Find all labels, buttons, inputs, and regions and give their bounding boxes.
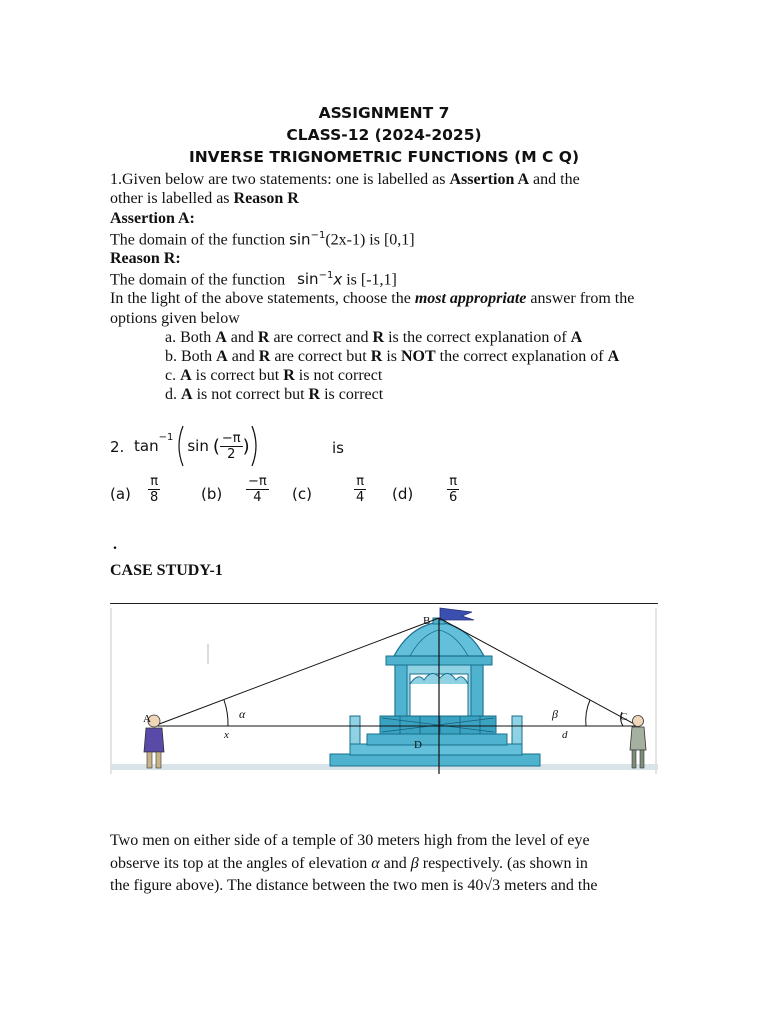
instruction-line1: In the light of the above statements, choose the most appropriate answer from the [110, 290, 635, 307]
label-A: A [143, 713, 151, 725]
side-pillar-right [512, 716, 522, 744]
stray-dot: . [113, 536, 117, 553]
assertion-heading: Assertion A: [110, 210, 195, 227]
choice-d-label: (d) [392, 485, 414, 503]
left-paren-icon [173, 424, 185, 468]
alpha-arc [224, 700, 228, 726]
temple-step-2 [350, 744, 522, 755]
q2-number: 2. [110, 438, 125, 456]
option-a: a. Both A and R are correct and R is the correct explanation of A [165, 329, 583, 346]
q1-line2: other is labelled as Reason R [110, 190, 299, 207]
label-C: C [620, 711, 628, 723]
option-c: c. A is correct but R is not correct [165, 367, 383, 384]
reason-heading: Reason R: [110, 250, 181, 267]
choice-a-label: (a) [110, 485, 131, 503]
class-title: CLASS-12 (2024-2025) [286, 126, 482, 144]
option-d: d. A is not correct but R is correct [165, 386, 384, 403]
instruction-line2: options given below [110, 310, 240, 327]
q2-inner-fraction: $\frac{-\pi}{2}$ [221, 430, 241, 462]
label-d: d [562, 729, 568, 741]
label-alpha: α [239, 707, 246, 721]
q2-expression: tan $^{-1}$ sin ( $\frac{-\pi}{2}$ ) [134, 424, 262, 468]
side-pillar-left [350, 716, 360, 744]
temple-step-1 [330, 754, 540, 766]
case-text-line3: the figure above). The distance between the two men is 40√3 meters and the [110, 877, 598, 894]
case-text-line1: Two men on either side of a temple of 30 meters high from the level of eye [110, 832, 590, 849]
label-B: B [423, 615, 431, 627]
right-paren-icon [250, 424, 262, 468]
choice-a-fraction: $\frac{\pi}{8}$ [150, 474, 159, 505]
choice-b-fraction: $\frac{-\pi}{4}$ [248, 474, 267, 505]
q2-suffix: is [332, 439, 344, 457]
assertion-text: The domain of the function $\sin^{-1}(2x-1)$ is [0,1] [110, 230, 415, 249]
label-D: D [414, 739, 422, 751]
option-b: b. Both A and R are correct but R is NOT the correct explanation of A [165, 348, 620, 365]
label-beta: β [552, 707, 558, 721]
reason-text: The domain of the function $\sin^{-1}x$ is [-1,1] [110, 270, 397, 289]
flag-icon [440, 608, 474, 620]
topic-title: INVERSE TRIGNOMETRIC FUNCTIONS (M C Q) [188, 148, 580, 166]
choice-c-label: (c) [292, 485, 312, 503]
case-text-line2: observe its top at the angles of elevation α and β respectively. (as shown in [110, 855, 588, 872]
choice-c-fraction: $\frac{\pi}{4}$ [356, 474, 365, 505]
q1-line1: 1.Given below are two statements: one is labelled as Assertion A and the [110, 171, 580, 188]
assignment-title: ASSIGNMENT 7 [318, 104, 450, 122]
beta-arc [586, 700, 590, 726]
case-study-title: CASE STUDY-1 [110, 562, 223, 579]
label-x: x [224, 729, 229, 741]
choice-b-label: (b) [201, 485, 223, 503]
choice-d-fraction: $\frac{\pi}{6}$ [449, 474, 458, 505]
temple-step-3 [367, 734, 507, 745]
temple-figure [110, 604, 658, 780]
